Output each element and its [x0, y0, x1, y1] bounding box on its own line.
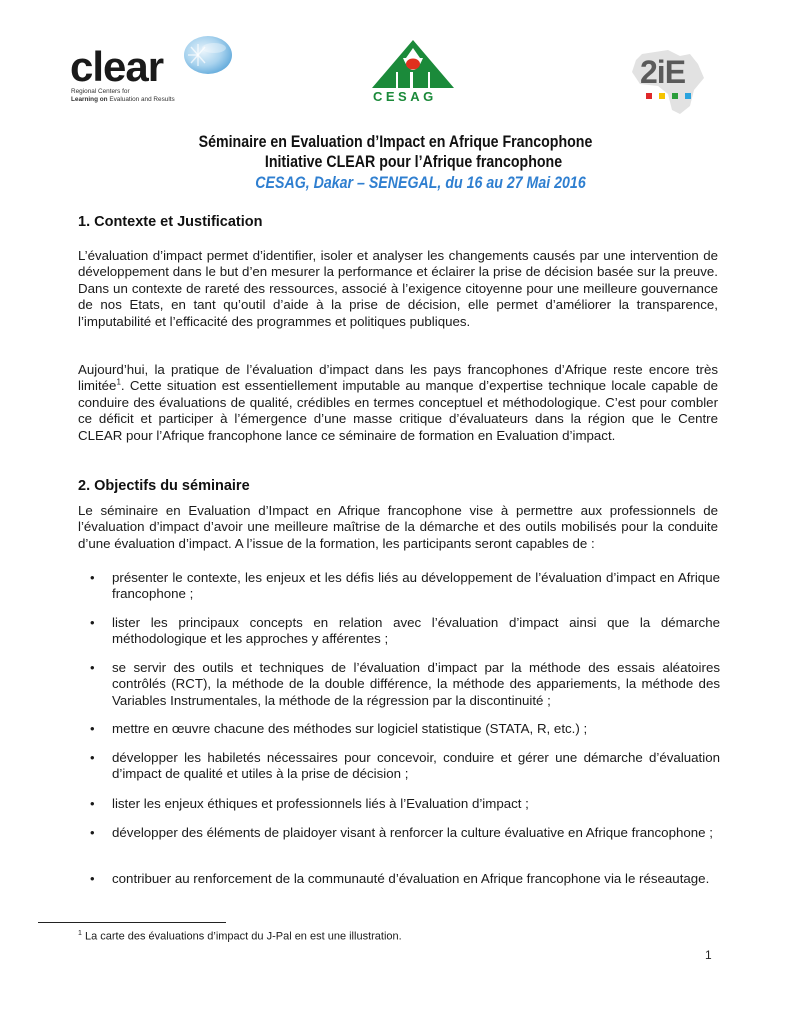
clear-tagline-line2 — [71, 96, 175, 104]
bullet-icon: • — [90, 796, 95, 811]
bullet-icon: • — [90, 750, 95, 765]
green-dot-icon — [672, 93, 678, 99]
cesag-wordmark: CESAG — [373, 89, 437, 104]
2ie-logo — [628, 48, 708, 116]
objective-text: lister les enjeux éthiques et professionnels liés à l’Evaluation d’impact ; — [112, 796, 529, 811]
objective-list-item — [90, 721, 720, 737]
objective-list-item — [90, 796, 720, 812]
cesag-triangle-icon — [370, 38, 456, 90]
objective-text: mettre en œuvre chacune des méthodes sur logiciel statistique (STATA, R, etc.) ; — [112, 721, 588, 736]
clear-orb-icon — [184, 36, 232, 74]
clear-tagline — [71, 88, 175, 103]
objective-list-item — [90, 750, 720, 783]
red-dot-icon — [646, 93, 652, 99]
cesag-logo — [370, 38, 456, 106]
objective-text: se servir des outils et techniques de l’évaluation d’impact par la méthode des essais aléatoires contrôlés (RCT), la méthode de la double différence, la méthode des appariements, la méthode des Variables Instrumentales, la méthode de la régression par la discontinuité ; — [112, 660, 720, 708]
objective-text: présenter le contexte, les enjeux et les défis liés au développement de l’évaluation d’impact en Afrique francophone ; — [112, 570, 720, 602]
objective-text: développer les habiletés nécessaires pour concevoir, conduire et gérer une démarche d’évaluation d’impact de qualité et utiles à la prise de décision ; — [112, 750, 720, 782]
objective-list-item — [90, 825, 720, 841]
footnote — [78, 930, 402, 943]
footnote-separator — [38, 922, 226, 923]
2ie-wordmark: 2iE — [640, 54, 686, 90]
document-subtitle: Initiative CLEAR pour l’Afrique francophone — [264, 153, 563, 171]
footnote-text: La carte des évaluations d’impact du J-Pal en est une illustration. — [81, 930, 402, 943]
bullet-icon: • — [90, 660, 95, 675]
para2-text-end: . Cette situation est essentiellement imputable au manque d’expertise technique locale capable de conduire des évaluations de qualité, crédibles en termes conceptuel et méthodologique. C’est pour combler ce déficit et participer à l’émergence d’une masse critique d’évaluateurs dans la région que le Centre CLEAR pour l’Afrique francophone lance ce séminaire de formation en Evaluation d’impact. — [78, 378, 718, 443]
section-2-heading: 2. Objectifs du séminaire — [78, 478, 250, 494]
objective-text: lister les principaux concepts en relation avec l’évaluation d’impact ainsi que la démarche méthodologique et les approches y afférentes ; — [112, 615, 720, 647]
objective-list-item — [90, 660, 720, 709]
clear-logo — [70, 36, 240, 106]
bullet-icon: • — [90, 721, 95, 736]
section-1-paragraph-2 — [78, 362, 718, 444]
section-2-intro: Le séminaire en Evaluation d’Impact en Afrique francophone vise à permettre aux professionnels de l’évaluation d’impact d’avoir une meilleure maîtrise de la démarche et des outils mobilisés pour la conduite d’une évaluation d’impact. A l’issue de la formation, les participants seront capables de : — [78, 503, 718, 551]
page-number: 1 — [705, 948, 712, 962]
footnote-reference[interactable]: 1 — [116, 377, 121, 387]
document-location-dates: CESAG, Dakar – SENEGAL, du 16 au 27 Mai 2016 — [255, 174, 586, 192]
objective-text: développer des éléments de plaidoyer visant à renforcer la culture évaluative en Afrique francophone ; — [112, 825, 713, 840]
blue-dot-icon — [685, 93, 691, 99]
document-title: Séminaire en Evaluation d’Impact en Afrique Francophone — [198, 133, 593, 151]
bullet-icon: • — [90, 615, 95, 630]
bullet-icon: • — [90, 825, 95, 840]
para2-text-start: Aujourd’hui, la pratique de l’évaluation d’impact dans les pays francophones d’Afrique reste encore très limitée — [78, 362, 718, 394]
objective-list-item — [90, 871, 720, 887]
section-1-paragraph-1: L’évaluation d’impact permet d’identifier, isoler et analyser les changements causés par une intervention de développement dans le but d’en mesurer la performance et éclairer la prise de décision basée sur la preuve. Dans un contexte de rareté des ressources, associé à l’exigence citoyenne pour une meilleure gouvernance de nos Etats, en tant qu’outil d’aide à la prise de décision, elle permet d’améliorer la transparence, l’imputabilité et l’efficacité des programmes et politiques publiques. — [78, 248, 718, 329]
2ie-color-dots — [646, 93, 691, 99]
clear-tagline-bold: Learning on — [71, 95, 108, 103]
section-1-heading: 1. Contexte et Justification — [78, 214, 263, 230]
objective-text: contribuer au renforcement de la communauté d’évaluation en Afrique francophone via le réseautage. — [112, 871, 710, 886]
footnote-marker: 1 — [78, 930, 82, 937]
clear-tagline-line1: Regional Centers for — [71, 88, 130, 95]
objective-list-item — [90, 570, 720, 603]
clear-wordmark: clear — [70, 43, 164, 90]
objective-list-item — [90, 615, 720, 648]
bullet-icon: • — [90, 570, 95, 585]
clear-tagline-rest: Evaluation and Results — [107, 95, 175, 103]
bullet-icon: • — [90, 871, 95, 886]
yellow-dot-icon — [659, 93, 665, 99]
